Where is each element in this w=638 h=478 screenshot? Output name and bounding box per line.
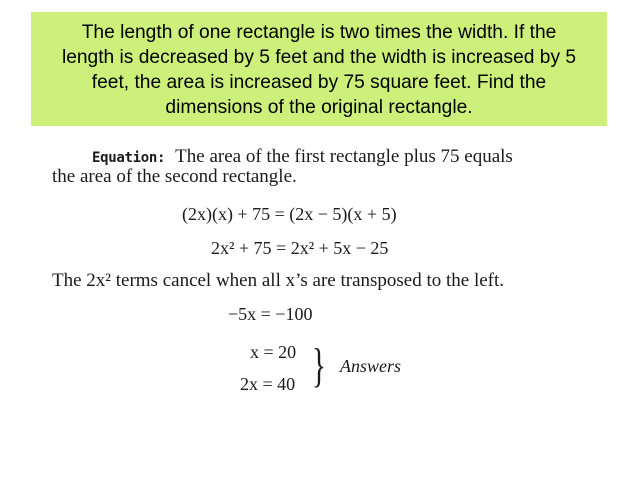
equation-intro-line-2: the area of the second rectangle.	[52, 166, 297, 187]
equation-step-5: 2x = 40	[240, 374, 296, 394]
equation-step-4: x = 20	[250, 342, 297, 362]
equation-step-3: −5x = −100	[228, 304, 313, 324]
equation-label: Equation:	[92, 150, 166, 166]
problem-line-1: The length of one rectangle is two times the width. If the	[81, 22, 557, 43]
right-brace-icon: }	[312, 339, 326, 392]
equation-step-2: 2x² + 75 = 2x² + 5x − 25	[211, 238, 389, 258]
equation-text-1: The area of the first rectangle plus 75 equals	[175, 146, 513, 167]
problem-banner	[31, 12, 607, 126]
answers-label: Answers	[340, 356, 402, 376]
equation-intro-line-1	[92, 146, 513, 168]
cancel-note: The 2x² terms cancel when all x’s are transposed to the left.	[52, 270, 505, 291]
equation-step-1: (2x)(x) + 75 = (2x − 5)(x + 5)	[182, 204, 397, 224]
problem-line-3: feet, the area is increased by 75 square feet. Find the	[91, 72, 547, 93]
problem-line-4: dimensions of the original rectangle.	[165, 97, 473, 118]
problem-line-2: length is decreased by 5 feet and the width is increased by 5	[61, 47, 577, 68]
